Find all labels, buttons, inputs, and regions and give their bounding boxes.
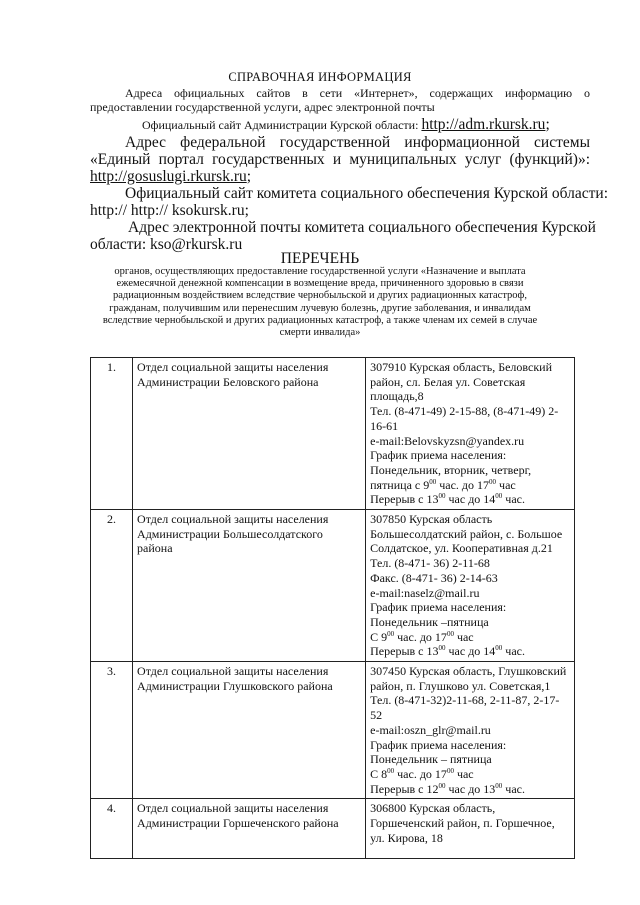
portal-link[interactable]: http://gosuslugi.rkursk.ru <box>90 168 247 185</box>
address-line: ул. Кирова, 18 <box>370 830 443 845</box>
perechen-title: ПЕРЕЧЕНЬ <box>280 250 360 267</box>
schedule-label: График приема населения: <box>370 600 507 615</box>
portal-link-line: http://gosuslugi.rkursk.ru; <box>90 168 252 185</box>
reference-title: СПРАВОЧНАЯ ИНФОРМАЦИЯ <box>228 70 412 84</box>
office-contacts <box>366 662 575 799</box>
committee-site-line-2[interactable]: http:// http:// ksokursk.ru; <box>90 202 249 219</box>
phone-line: Факс. (8-471- 36) 2-14-63 <box>370 570 498 585</box>
phone-line: Тел. (8-471-32)2-11-68, 2-11-87, 2-17- <box>370 693 560 708</box>
committee-email-line-2[interactable]: области: kso@rkursk.ru <box>90 236 243 253</box>
office-name: Отдел социальной защиты населения Администрации Горшеченского района <box>133 799 366 859</box>
row-number: 1. <box>91 358 133 510</box>
schedule-break: Перерыв с $12^{00}$ час до $13^{00}$ час. <box>370 781 525 796</box>
office-contacts <box>366 799 575 859</box>
admin-site-line: Официальный сайт Администрации Курской области: http://adm.rkursk.ru; <box>142 116 550 133</box>
schedule-hours: С $9^{00}$ час. до $17^{00}$ час <box>370 629 474 644</box>
committee-site-line-1: Официальный сайт комитета социального обеспечения Курской области: <box>125 185 609 202</box>
address-line: 307910 Курская область, Беловский <box>370 360 553 374</box>
schedule-days: Понедельник – пятница <box>370 752 492 767</box>
perechen-subtitle-line: ежемесячной денежной компенсации в возмещение вреда, причиненного здоровью в связи <box>116 278 524 290</box>
perechen-subtitle-line: смерти инвалида» <box>279 327 361 339</box>
address-line: 307450 Курская область, Глушковский <box>370 664 567 679</box>
office-name: Отдел социальной защиты населения Администрации Беловского района <box>133 358 366 510</box>
address-line: 306800 Курская область, <box>370 801 496 816</box>
row-number: 2. <box>91 510 133 662</box>
perechen-subtitle <box>100 266 540 339</box>
perechen-subtitle-line: гражданам, получившим или перенесшим лучевую болезнь, другие заболевания, и инвалидам <box>109 302 531 314</box>
table-row <box>91 510 575 662</box>
row-number: 4. <box>91 799 133 859</box>
email-link[interactable]: e-mail:naselz@mail.ru <box>370 585 480 600</box>
schedule-hours: С $8^{00}$ час. до $17^{00}$ час <box>370 766 474 781</box>
perechen-subtitle-line: органов, осуществляющих предоставление государственной услуги «Назначение и выплата <box>114 266 526 277</box>
table-row <box>91 358 575 510</box>
office-contacts <box>366 510 575 662</box>
email-link[interactable]: e-mail:Belovskyzsn@yandex.ru <box>370 433 525 448</box>
intro-line-1: Адреса официальных сайтов в сети «Интернет», содержащих информацию о <box>125 86 590 100</box>
schedule-label: График приема населения: <box>370 448 507 463</box>
phone-line: 16-61 <box>370 418 399 433</box>
schedule-days: Понедельник –пятница <box>370 614 489 629</box>
table-row <box>91 662 575 799</box>
portal-line-1: Адрес федеральной государственной информационной системы <box>125 134 590 151</box>
table-row <box>91 799 575 859</box>
address-line: Большесолдатский район, с. Большое <box>370 526 563 541</box>
office-contacts <box>366 358 575 510</box>
perechen-subtitle-line: радиационным воздействием вследствие чернобыльской и других радиационных катастроф, <box>113 290 527 302</box>
address-line: площадь,8 <box>370 389 424 404</box>
office-name: Отдел социальной защиты населения Администрации Большесолдатского района <box>133 510 366 662</box>
address-line: район, сл. Белая ул. Советская <box>370 374 526 389</box>
schedule-hours: пятница с $9^{00}$ час. до $17^{00}$ час <box>370 477 516 492</box>
phone-line: 52 <box>370 708 383 723</box>
email-link[interactable]: e-mail:oszn_glr@mail.ru <box>370 722 491 737</box>
address-line: Солдатское, ул. Кооперативная д.21 <box>370 541 553 556</box>
schedule-days: Понедельник, вторник, четверг, <box>370 462 532 477</box>
address-line: район, п. Глушково ул. Советская,1 <box>370 678 551 693</box>
address-line: 307850 Курская область <box>370 512 493 527</box>
schedule-break: Перерыв с $13^{00}$ час до $14^{00}$ час. <box>370 492 525 507</box>
intro-line-2: предоставлении государственной услуги, адрес электронной почты <box>90 100 435 114</box>
row-number: 3. <box>91 662 133 799</box>
schedule-break: Перерыв с $13^{00}$ час до $14^{00}$ час. <box>370 644 525 659</box>
portal-line-2: «Единый портал государственных и муниципальных услуг (функций)»: <box>90 151 590 168</box>
committee-email-line-1: Адрес электронной почты комитета социального обеспечения Курской <box>128 219 596 236</box>
phone-line: Тел. (8-471- 36) 2-11-68 <box>370 556 490 571</box>
phone-line: Тел. (8-471-49) 2-15-88, (8-471-49) 2- <box>370 404 559 419</box>
admin-site-link[interactable]: http://adm.rkursk.ru <box>421 116 546 133</box>
schedule-label: График приема населения: <box>370 737 507 752</box>
offices-table <box>90 357 575 859</box>
address-line: Горшеченский район, п. Горшечное, <box>370 816 555 831</box>
office-name: Отдел социальной защиты населения Администрации Глушковского района <box>133 662 366 799</box>
admin-site-label: Официальный сайт Администрации Курской области: <box>142 118 419 132</box>
perechen-subtitle-line: вследствие чернобыльской и других радиационных катастроф, а также членам их семей в случае <box>102 314 538 326</box>
